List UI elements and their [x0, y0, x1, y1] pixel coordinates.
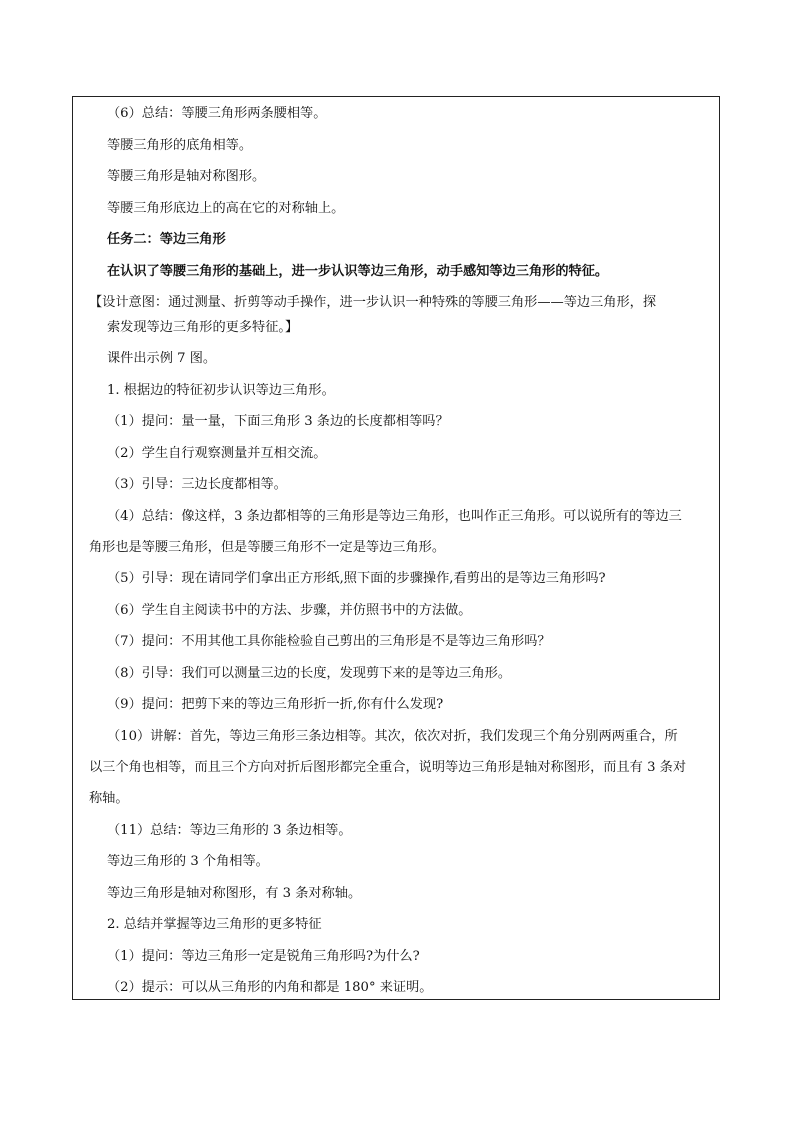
- text-line: （5）引导：现在请同学们拿出正方形纸,照下面的步骤操作,看剪出的是等边三角形吗?: [107, 571, 606, 586]
- text-line: （9）提问：把剪下来的等边三角形折一折,你有什么发现?: [107, 697, 444, 712]
- text-line: 【设计意图：通过测量、折剪等动手操作，进一步认识一种特殊的等腰三角形——等边三角形，探: [89, 295, 657, 310]
- text-line: （4）总结：像这样，3 条边都相等的三角形是等边三角形，也叫作正三角形。可以说所有的等边三: [107, 509, 682, 524]
- text-line: （3）引导：三边长度都相等。: [107, 477, 287, 492]
- text-line: （8）引导：我们可以测量三边的长度，发现剪下来的是等边三角形。: [107, 666, 512, 681]
- text-line: 等边三角形是轴对称图形，有 3 条对称轴。: [107, 886, 362, 901]
- text-line: （6）总结：等腰三角形两条腰相等。: [107, 106, 327, 121]
- text-line: （1）提问：等边三角形一定是锐角三角形吗?为什么?: [107, 949, 420, 964]
- text-line: 称轴。: [89, 791, 129, 806]
- text-line: （10）讲解：首先，等边三角形三条边相等。其次，依次对折，我们发现三个角分别两两重合，所: [107, 729, 678, 744]
- text-line: 角形也是等腰三角形，但是等腰三角形不一定是等边三角形。: [89, 540, 446, 555]
- text-line: 索发现等边三角形的更多特征。】: [107, 320, 299, 335]
- text-line: （2）学生自行观察测量并互相交流。: [107, 446, 327, 461]
- text-line: 2. 总结并掌握等边三角形的更多特征: [107, 917, 322, 932]
- text-line: 1. 根据边的特征初步认识等边三角形。: [107, 383, 335, 398]
- text-line: 等边三角形的 3 个角相等。: [107, 854, 269, 869]
- section-heading-line: 任务二：等边三角形: [107, 232, 226, 247]
- text-line: 等腰三角形的底角相等。: [107, 138, 253, 153]
- text-line: 等腰三角形底边上的高在它的对称轴上。: [107, 201, 345, 216]
- lesson-plan-table-cell: [72, 96, 720, 1000]
- text-line: （2）提示：可以从三角形的内角和都是 180° 来证明。: [107, 980, 433, 995]
- text-line: （11）总结：等边三角形的 3 条边相等。: [107, 823, 352, 838]
- text-line: （7）提问：不用其他工具你能检验自己剪出的三角形是不是等边三角形吗？: [107, 634, 551, 649]
- text-line: （6）学生自主阅读书中的方法、步骤，并仿照书中的方法做。: [107, 603, 472, 618]
- text-line: 课件出示例 7 图。: [107, 351, 217, 366]
- section-heading-line: 在认识了等腰三角形的基础上，进一步认识等边三角形，动手感知等边三角形的特征。: [107, 264, 609, 279]
- text-line: 以三个角也相等，而且三个方向对折后图形都完全重合，说明等边三角形是轴对称图形，而且有 3 条对: [89, 760, 687, 775]
- text-line: 等腰三角形是轴对称图形。: [107, 169, 266, 184]
- text-line: （1）提问：量一量，下面三角形 3 条边的长度都相等吗？: [107, 414, 449, 429]
